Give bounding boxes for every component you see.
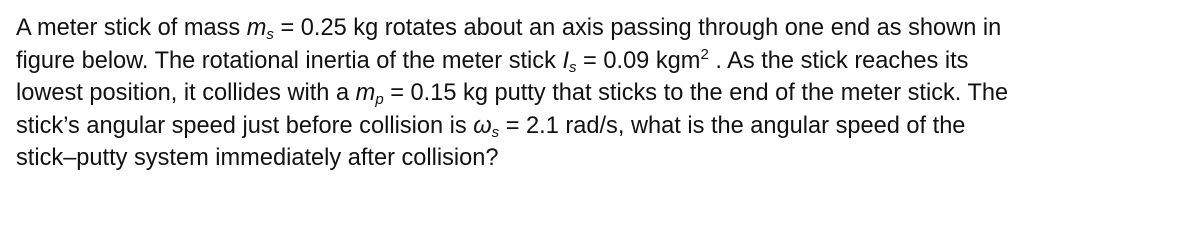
- text-run: = 2.1 rad/s, what is the angular speed of the: [499, 112, 966, 139]
- subscript: s: [266, 26, 274, 43]
- text-run: stick–putty system immediately after collision?: [16, 145, 499, 172]
- inertia-symbol: I: [562, 47, 569, 74]
- problem-line-3: [16, 77, 1192, 110]
- problem-line-4: [16, 110, 1192, 143]
- subscript: s: [569, 58, 577, 76]
- problem-line-2: [16, 45, 1192, 78]
- omega-symbol: ω: [473, 112, 492, 139]
- text-run: . As the stick reaches its: [708, 47, 969, 74]
- problem-text: [16, 12, 1192, 175]
- mass-stick-symbol: m: [246, 15, 267, 41]
- problem-line-1: [16, 12, 1192, 45]
- subscript: p: [375, 91, 384, 109]
- text-run: lowest position, it collides with a: [16, 80, 356, 107]
- problem-line-5: [16, 142, 1192, 175]
- text-run: figure below. The rotational inertia of the meter stick: [16, 47, 563, 74]
- subscript: s: [491, 123, 500, 141]
- text-run: = 0.15 kg putty that sticks to the end of the meter stick. The: [383, 80, 1009, 107]
- text-run: = 0.09 kgm: [576, 47, 701, 74]
- mass-putty-symbol: m: [355, 80, 376, 107]
- text-run: = 0.25 kg rotates about an axis passing through one end as shown in: [273, 15, 1002, 41]
- text-run: A meter stick of mass: [16, 15, 247, 41]
- superscript: 2: [700, 45, 709, 63]
- text-run: stick’s angular speed just before collision is: [16, 112, 474, 139]
